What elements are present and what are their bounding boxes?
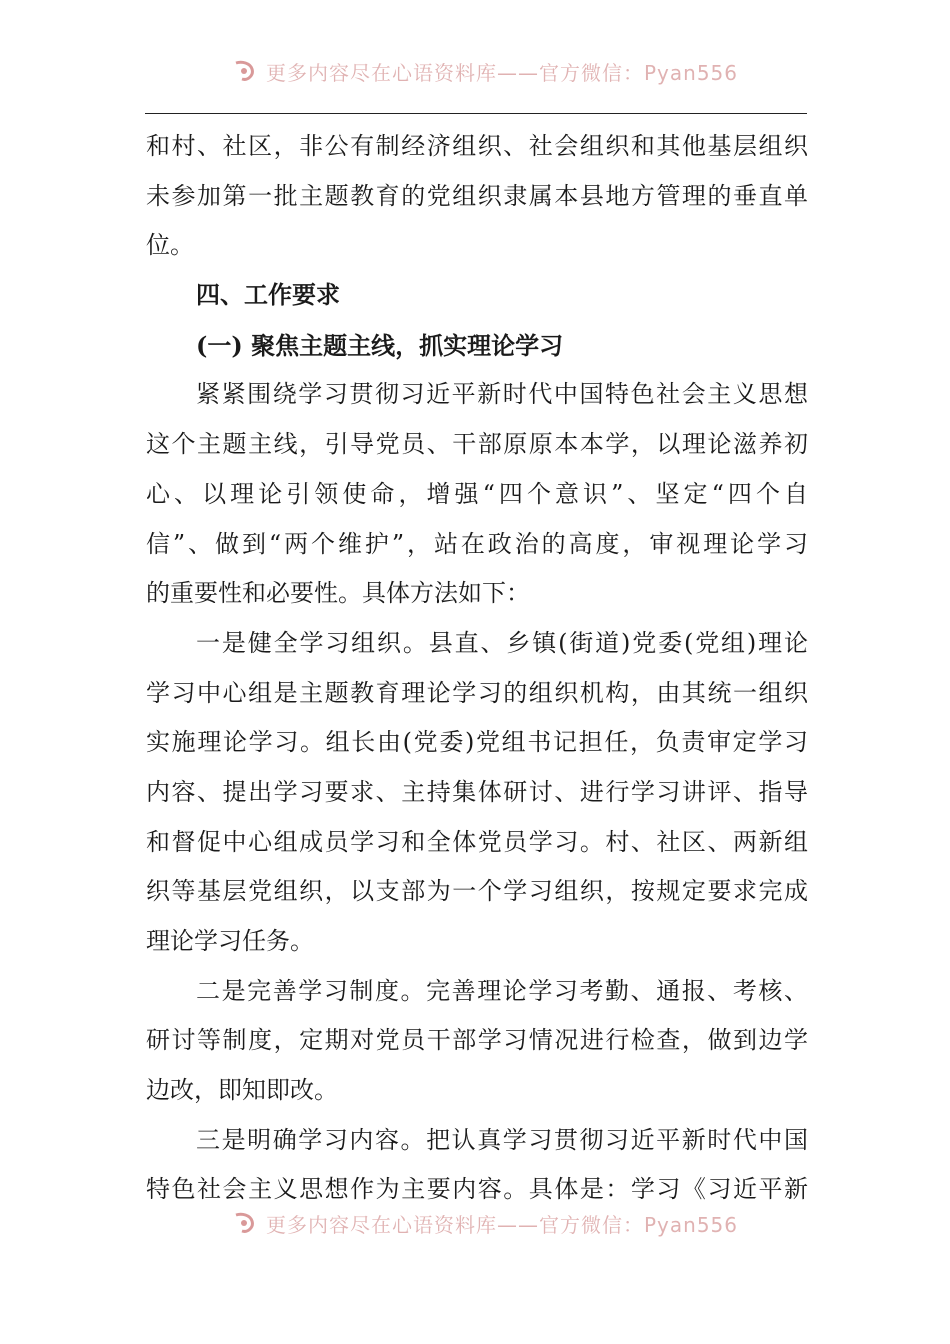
paragraph-line: 三是明确学习内容。把认真学习贯彻习近平新时代中国: [196, 1125, 808, 1154]
document-body: [146, 122, 808, 1215]
watermark-top: [232, 56, 738, 86]
paragraph-line: 内容、提出学习要求、主持集体研讨、进行学习讲评、指导: [146, 777, 808, 806]
paragraph-line: 理论学习任务。: [146, 927, 314, 955]
paragraph-line: 边改，即知即改。: [146, 1076, 338, 1105]
paragraph-line: 和督促中心组成员学习和全体党员学习。村、社区、两新组: [146, 827, 808, 856]
paragraph-line: 二是完善学习制度。完善理论学习考勤、通报、考核、: [196, 976, 808, 1005]
paragraph-line: 心、以理论引领使命，增强“四个意识”、坚定“四个自: [146, 479, 808, 508]
paragraph-line: 这个主题主线，引导党员、干部原原本本学，以理论滋养初: [146, 430, 808, 459]
paragraph-line: 研讨等制度，定期对党员干部学习情况进行检查，做到边学: [146, 1026, 808, 1055]
header-rule: [145, 113, 807, 114]
paragraph-line: 实施理论学习。组长由(党委)党组书记担任，负责审定学习: [146, 728, 808, 757]
paragraph-line: 特色社会主义思想作为主要内容。具体是：学习《习近平新: [146, 1175, 808, 1204]
watermark-text: 更多内容尽在心语资料库——官方微信：Pyan556: [266, 1212, 739, 1237]
paragraph-line: 紧紧围绕学习贯彻习近平新时代中国特色社会主义思想: [196, 380, 808, 409]
watermark-text: 更多内容尽在心语资料库——官方微信：Pyan556: [266, 60, 739, 85]
paragraph-line: 未参加第一批主题教育的党组织隶属本县地方管理的垂直单: [146, 181, 808, 210]
paragraph-line: 学习中心组是主题教育理论学习的组织机构，由其统一组织: [146, 678, 808, 707]
paragraph-line: 织等基层党组织，以支部为一个学习组织，按规定要求完成: [146, 877, 808, 906]
paragraph-line: 位。: [146, 231, 194, 260]
paragraph-line: 一是健全学习组织。县直、乡镇(街道)党委(党组)理论: [196, 628, 808, 657]
section-heading: 四、工作要求: [196, 281, 340, 310]
logo-icon: [232, 1211, 258, 1235]
logo-icon: [232, 59, 258, 83]
paragraph-line: 信”、做到“两个维护”，站在政治的高度，审视理论学习: [146, 529, 808, 558]
paragraph-line: 和村、社区，非公有制经济组织、社会组织和其他基层组织: [146, 132, 808, 160]
watermark-bottom: [232, 1208, 738, 1238]
subsection-heading: (一) 聚焦主题主线，抓实理论学习: [196, 330, 564, 360]
paragraph-line: 的重要性和必要性。具体方法如下：: [146, 579, 530, 608]
